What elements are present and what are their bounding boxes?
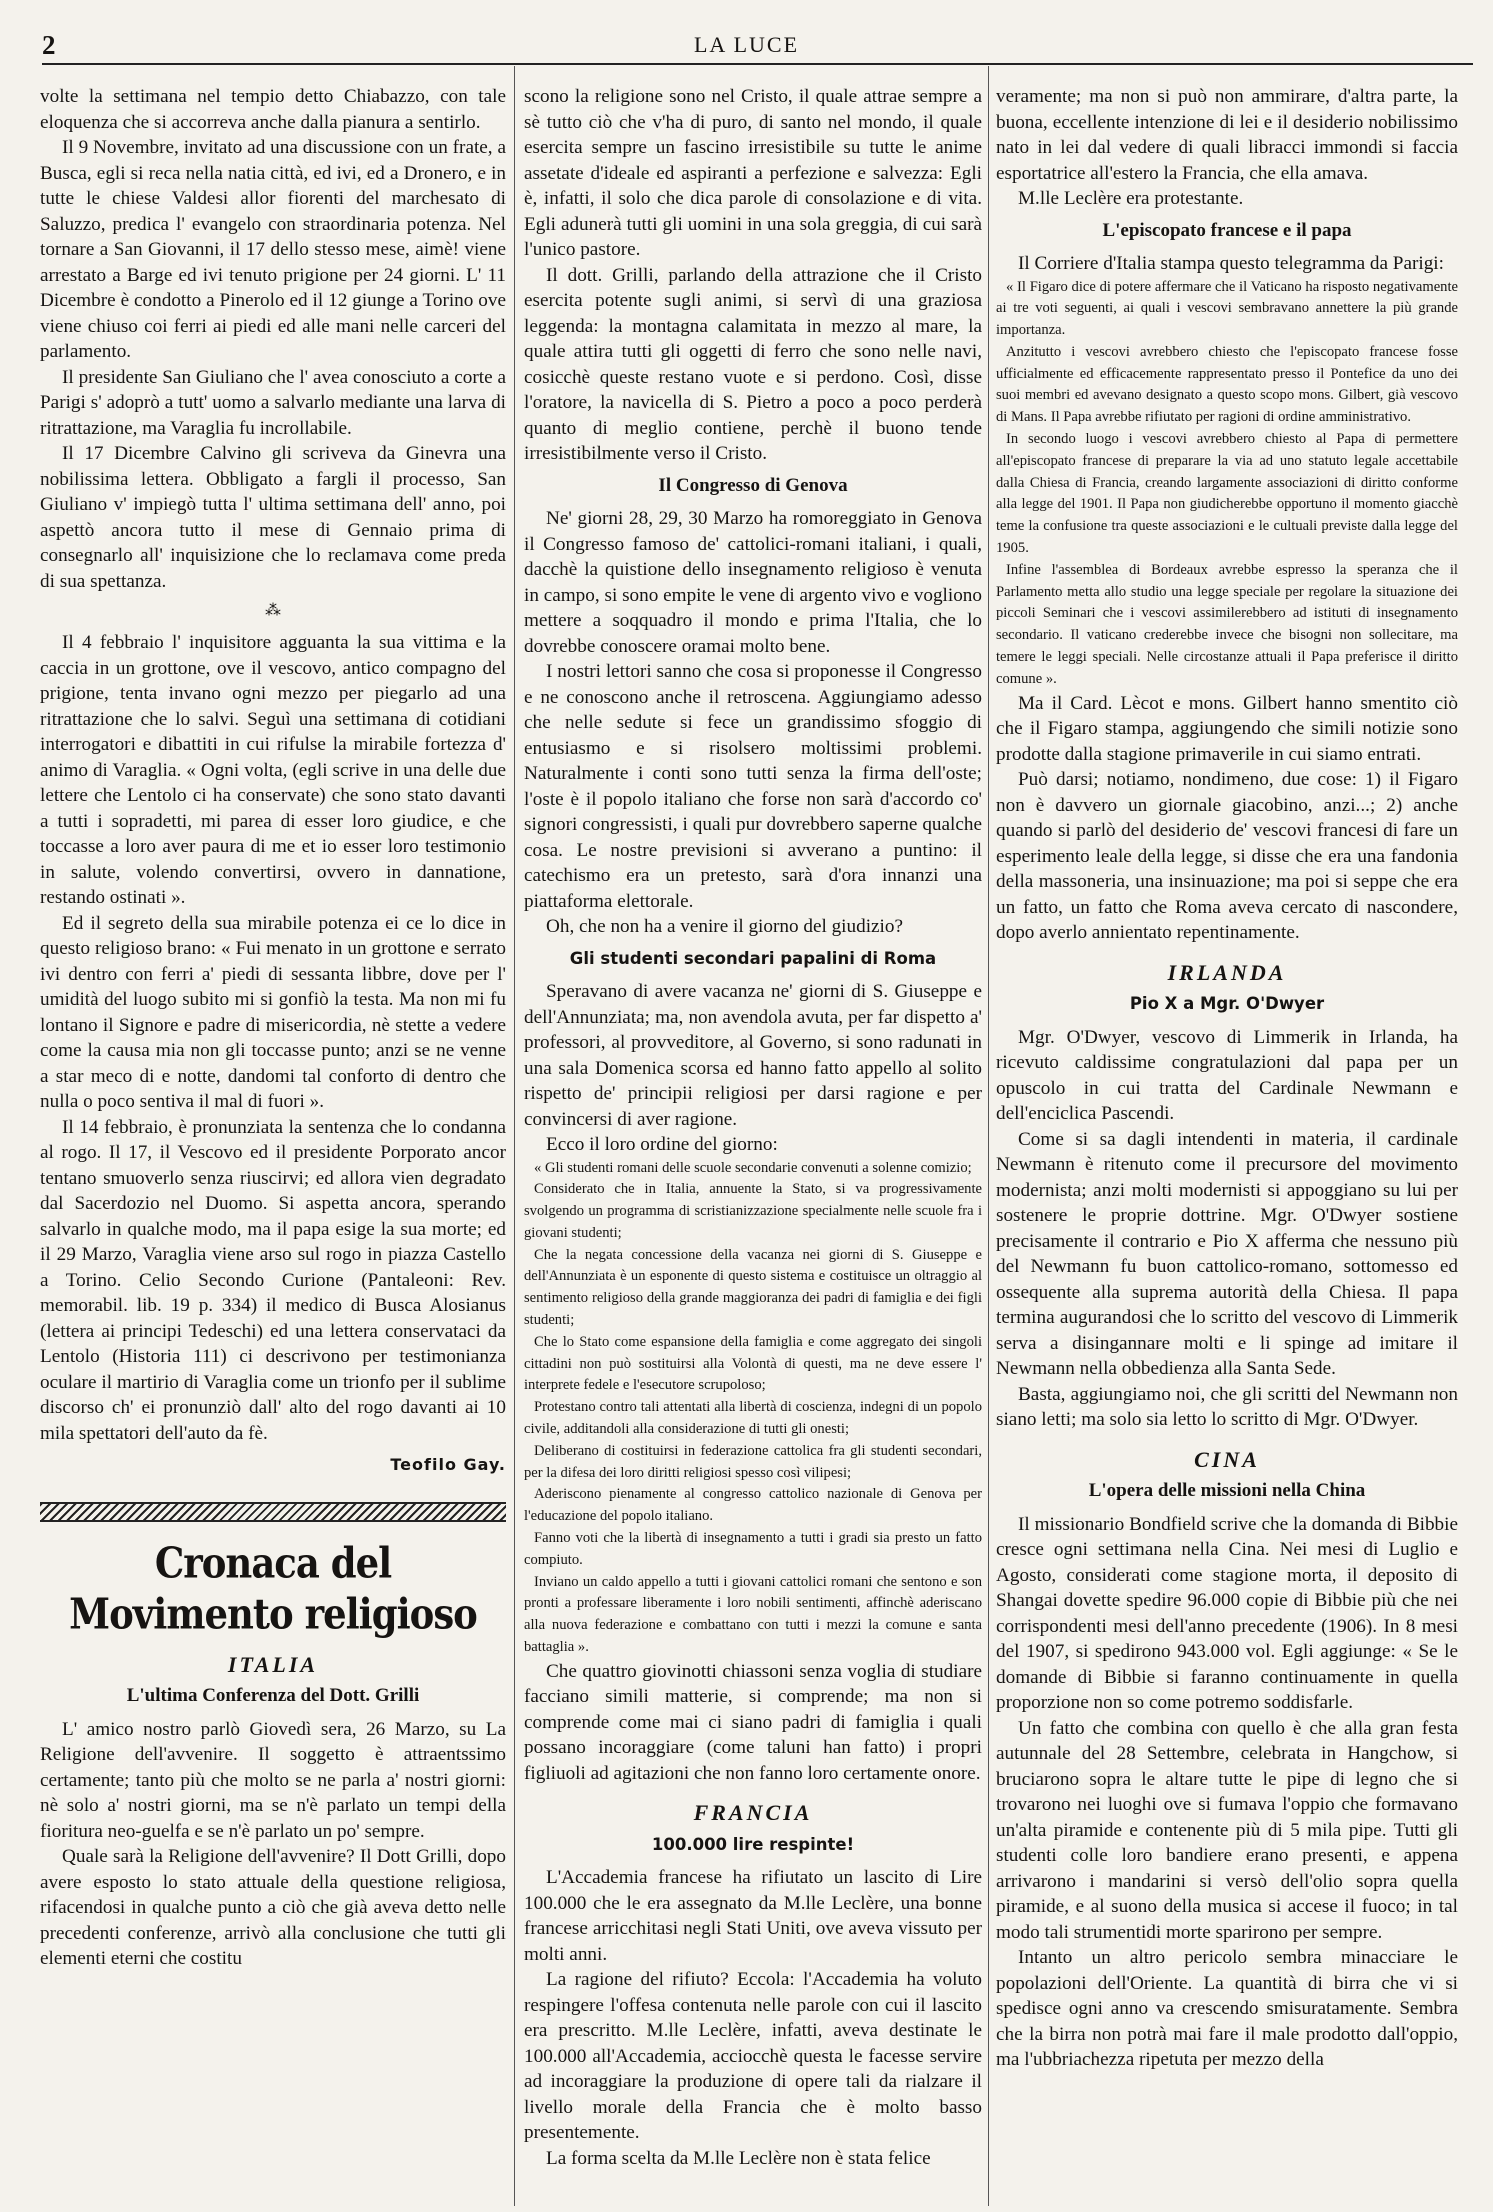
article-heading: 100.000 lire respinte! (651, 1834, 855, 1854)
article-heading: L'ultima Conferenza del Dott. Grilli (126, 1685, 420, 1706)
ornamental-divider (40, 1502, 506, 1522)
paragraph: Il missionario Bondfield scrive che la domanda di Bibbie cresce ogni settimana nella Cina. Nei mesi di Luglio e Agosto, considerati come stagione morta, il deposito di Shangai dovette spedire 96.000 copie di Bibbie più che nei corrispondenti mesi dell'anno precedente (1906). In 8 mesi del 1907, si spedirono 943.000 vol. Egli aggiunge: « Se le domande di Bibbie si faranno continuamente in quella proporzione non so come potremo soddisfarle. (996, 1513, 1458, 1714)
paragraph: Che quattro giovinotti chiassoni senza voglia di studiare facciano simili matterie, si comprende; ma non si comprende come mai ci siano padri di famiglia i quali possano incoraggiare (come taluni han fatto) i propri figliuoli ad agitazioni che non fanno loro certamente onore. (524, 1660, 982, 1784)
article-heading: L'opera delle missioni nella China (1088, 1480, 1366, 1502)
resolution-item: « Gli studenti romani delle scuole secondarie convenuti a solenne comizio; (534, 1159, 972, 1176)
paragraph: Quale sarà la Religione dell'avvenire? Il Dott Grilli, dopo avere esposto lo stato attuale della questione religiosa, rifacendosi in qualche punto a ciò che già aveva detto nelle precedenti conferenze, arrivò alla conclusione che tutti gli elementi eterni che costitu (40, 1846, 506, 1969)
signature: Teofilo Gay. (390, 1455, 506, 1474)
column-1 (40, 84, 506, 2204)
quoted-telegram (996, 277, 1458, 691)
paragraph: Oh, che non ha a venire il giorno del giudizio? (546, 916, 903, 937)
paragraph: L'Accademia francese ha rifiutato un lascito di Lire 100.000 che le era assegnato da M.lle Leclère, una bonne francese arricchitasi negli Stati Uniti, ove aveva vissuto per molti anni. (524, 1867, 982, 1965)
paragraph: Intanto un altro pericolo sembra minacciare le popolazioni dell'Oriente. La quantità di birra che vi si spedisce ogni anno va crescendo smisuratamente. Sembra che la birra non potrà mai fare il male prodotto dall'oppio, ma l'ubbriachezza ripetuta per mezzo della (996, 1947, 1458, 2071)
paragraph: veramente; ma non si può non ammirare, d'altra parte, la buona, eccellente intenzione di lei e il desiderio nobilissimo nato in lei dal vedere di quali libracci immondi si faccia esportatrice all'estero la Francia, che ella amava. (996, 86, 1458, 184)
resolution-item: Protestano contro tali attentati alla libertà di coscienza, indegni di un popolo civile, additandoli alla considerazione di tutti gli onesti; (524, 1399, 982, 1438)
column-3 (996, 84, 1458, 2204)
paragraph: Il 9 Novembre, invitato ad una discussione con un frate, a Busca, egli si reca nella natia città, ed ivi, ed a Dronero, e in tutte le chiese Valdesi allor fiorenti del marchesato di Saluzzo, predica l' evangelo con straordinaria potenza. Nel tornare a San Giovanni, il 17 dello stesso mese, aimè! viene arrestato a Barge ed ivi tenuto prigione per 24 giorni. L' 11 Dicembre è condotto a Pinerolo ed il 12 giunge a Torino ove viene chiuso coi ferri ai piedi ed alle mani nelle carceri del parlamento. (40, 137, 506, 362)
resolution-item: Deliberano di costituirsi in federazione cattolica fra gli studenti secondari, per la difesa dei loro diritti religiosi spesso così vilipesi; (524, 1442, 982, 1481)
column-divider (988, 66, 989, 2206)
paragraph: M.lle Leclère era protestante. (1018, 188, 1244, 209)
paragraph: Ma il Card. Lècot e mons. Gilbert hanno smentito ciò che il Figaro stampa, aggiungendo che simili notizie sono prodotte dalla stagione primaverile in cui siamo entrati. (996, 692, 1458, 765)
telegram-paragraph: Anzitutto i vescovi avrebbero chiesto che l'episcopato francese fosse ufficialmente ed efficacemente rappresentato presso il Pontefice da uno dei suoi membri ed avevano designato a questo scopo mons. Gilbert, già vescovo di Mans. Il Papa avrebbe rifiutato per ragioni di ordine amministrativo. (996, 343, 1458, 426)
telegram-paragraph: In secondo luogo i vescovi avrebbero chiesto al Papa di permettere all'episcopato francese di preparare la via ad uno statuto legale accettabile dalla Chiesa di Francia, creando largamente associazioni di diritto conforme alla legge del 1901. Il Papa non giudicherebbe opportuno il momento giacchè teme la confusione tra queste associazioni e le cultuali previste dalla legge del 1905. (996, 431, 1458, 557)
paragraph: Basta, aggiungiamo noi, che gli scritti del Newmann non siano letti; ma solo sia letto lo scritto di Mgr. O'Dwyer. (996, 1383, 1458, 1431)
country-heading: FRANCIA (693, 1800, 813, 1826)
paragraph: Mgr. O'Dwyer, vescovo di Limmerik in Irlanda, ha ricevuto caldissime congratulazioni dal papa per un opuscolo in cui tratta del Cardinale Newmann e dell'enciclica Pascendi. (996, 1026, 1458, 1125)
country-heading: CINA (1194, 1446, 1260, 1472)
column-divider (514, 66, 515, 2206)
paragraph: Ed il segreto della sua mirabile potenza ei ce lo dice in questo religioso brano: « Fui menato in un grottone e serrato ivi dentro con ferri a' piedi di sessanta libbre, dove per l' umidità del luogo subito mi si gonfiò la testa. Ma non mi fu lontano il Signore e padre di misericordia, nè stette a vedere come la causa mia non gli toccasse punto; anzi se ne venne a star meco di e notte, dandomi tal conforto di dentro che nulla o poco sentiva il mal di fuori ». (40, 912, 506, 1112)
masthead: LA LUCE (693, 32, 800, 57)
paragraph: Come si sa dagli intendenti in materia, il cardinale Newmann è ritenuto come il precursore del movimento modernista; anzi molti modernisti si appoggiano su lui per sostenere le proprie dottrine. Mgr. O'Dwyer sostiene precisamente il contrario e Pio X afferma che nessuno più del Newmann fu buon cattolico-romano, sottomesso ed ossequente alla suprema autorità della Chiesa. Il papa termina augurandosi che lo scritto del vescovo di Limmerik serva a disingannare molti e li spinge ad imitare il Newmann nella obbedienza alla Santa Sede. (996, 1128, 1458, 1380)
article-heading: Gli studenti secondari papalini di Roma (569, 948, 937, 968)
resolution-item: Aderiscono pienamente al congresso cattolico nazionale di Genova per l'educazione del popolo italiano. (524, 1486, 982, 1525)
header-rule (42, 63, 1473, 65)
telegram-paragraph: « Il Figaro dice di potere affermare che il Vaticano ha risposto negativamente ai tre voti seguenti, ai quali i vescovi sembravano annettere la più grande importanza. (996, 278, 1458, 339)
paragraph: La ragione del rifiuto? Eccola: l'Accademia ha voluto respingere l'offesa contenuta nelle parole con cui il lascito era prescritto. M.lle Leclère, infatti, aveva destinate le 100.000 all'Accademia, acciocchè questa le facesse servire ad incoraggiare la produzione di opere tali da rialzare il livello morale della Francia che è molto basso presentemente. (524, 1969, 982, 2144)
paragraph: La forma scelta da M.lle Leclère non è stata felice (546, 2147, 931, 2169)
resolution-item: Che la negata concessione della vacanza nei giorni di S. Giuseppe e dell'Annunziata è un esponente di questo sistema e costituisce un oltraggio al sentimento religioso della grande maggioranza dei padri di famiglia e dei figli studenti; (524, 1246, 982, 1329)
resolution-item: Considerato che in Italia, annuente la Stato, si va progressivamente svolgendo un programma di scristianizzazione specialmente nelle scuole fra i giovani studenti; (524, 1181, 982, 1241)
paragraph: scono la religione sono nel Cristo, il quale attrae sempre a sè tutto ciò che v'ha di puro, di santo nel mondo, il quale esercita sempre un fascino irresistibile su tutte le anime assetate d'ideale ed aspiranti a perfezione e salvezza: Egli è, infatti, il solo che dica parole di consolazione e di vita. Egli adunerà tutti gli uomini in una sola greggia, di cui sarà l'unico pastore. (524, 86, 982, 260)
section-break: ⁂ (265, 602, 281, 619)
paragraph: Un fatto che combina con quello è che alla gran festa autunnale del 28 Settembre, celebrata in Hangchow, si bruciarono sopra le altare tutte le pipe di legno che si trovarono nei luoghi ove si fumava l'oppio che formavano un'alta piramide e contenente più di 5 mila pipe. Tutti gli studenti colle loro bandiere erano presenti, e appena arrivarono i mandarini si versò dell'olio sopra quella piramide, e al suono della musica si accese il fuoco; in tal modo tali strumentidi morte sparirono per sempre. (996, 1717, 1458, 1943)
column-2 (524, 84, 982, 2204)
paragraph: Ecco il loro ordine del giorno: (546, 1134, 778, 1155)
paragraph: Ne' giorni 28, 29, 30 Marzo ha romoreggiato in Genova il Congresso famoso de' cattolici-romani italiani, i quali, dacchè la quistione dello insegnamento religioso è venuta in campo, si sono empite le vene di argento vivo e vogliono mettere a soqquadro il mondo e prima l'Italia, che lo dovrebbe conoscere oramai molto bene. (524, 508, 982, 657)
paragraph: L' amico nostro parlò Giovedì sera, 26 Marzo, su La Religione dell'avvenire. Il soggetto è attraentssimo certamente; tanto più che molto se ne parla a' nostri giorni: nè solo a' nostri giorni, ma se n'è parlato un tempi della fioritura neo-guelfa e se n'è parlato un po' sempre. (40, 1718, 506, 1842)
paragraph: Il 17 Dicembre Calvino gli scriveva da Ginevra una nobilissima lettera. Obbligato a fargli il processo, San Giuliano v' impiegò tutta l' ultima settimana dell' anno, poi aspettò ancora tutto il mese di Gennaio prima di consegnarlo all' inquisizione che lo reclamava come preda di sua spettanza. (40, 443, 506, 592)
paragraph: Il 14 febbraio, è pronunziata la sentenza che lo condanna al rogo. Il 17, il Vescovo ed il presidente Porporato ancor tentano smuoverlo senza riuscirvi; ed allora vien degradato dal Sacerdozio nel Duomo. Si aspetta ancora, sperando salvarlo in qualche modo, ma il papa esige la sua morte; ed il 29 Marzo, Varaglia viene arso sul rogo in piazza Castello a Torino. Celio Secondo Curione (Pantaleoni: Rev. memorabil. lib. 19 p. 334) il medico di Busca Alosianus (lettera ai principi Tedeschi) ed una lettera conservataci da Lentolo (Historia 111) ci descrivono per testimonianza oculare il martirio di Varaglia come un trionfo per il sublime discorso ch' ei pronunziò dall' alto del rogo davanti ai 10 mila spettatori dell'auto da fè. (40, 1116, 506, 1444)
country-heading: IRLANDA (1167, 959, 1287, 985)
telegram-paragraph: Infine l'assemblea di Bordeaux avrebbe espresso la speranza che il Parlamento metta allo studio una legge speciale per regolare la situazione dei piccoli Seminari che i vescovi assimilerebbero ad istituti di insegnamento secondario. Il vaticano crederebbe invece che bisogni non sollecitare, ma temere le leggi speciali. Nelle circostanze attuali il Papa preferisce il diritto comune ». (996, 561, 1458, 687)
article-heading: L'episcopato francese e il papa (1102, 219, 1352, 241)
paragraph: Il Corriere d'Italia stampa questo telegramma da Parigi: (1018, 253, 1444, 274)
page-header (0, 0, 1493, 70)
section-rubric: Cronaca del Movimento religioso (69, 1536, 477, 1639)
paragraph: Speravano di avere vacanza ne' giorni di S. Giuseppe e dell'Annunziata; ma, non avendola avuta, per far dispetto a' professori, al provveditore, al Governo, si sono radunati in una sala Domenica scorsa ed hanno fatto appello al solito rispetto de' principii religiosi per darsi ragione e per convincersi di aver ragione. (524, 981, 982, 1130)
resolution-item: Inviano un caldo appello a tutti i giovani cattolici romani che sentono e son pronti a professare liberamente i loro nobili sentimenti, affinchè aderiscano alla nuova federazione e combattano con tutti i mezzi la comune e santa battaglia ». (524, 1573, 982, 1656)
country-heading: ITALIA (227, 1651, 319, 1677)
resolution-item: Che lo Stato come espansione della famiglia e come aggregato dei singoli cittadini non può sostituirsi alla Volontà di questi, ma ne deve essere l' interprete fedele e l'esecutore scrupoloso; (524, 1333, 982, 1394)
paragraph: I nostri lettori sanno che cosa si proponesse il Congresso e ne conoscono anche il retroscena. Aggiungiamo adesso che nelle sedute si fece un grandissimo sfoggio di entusiasmo e si risolsero moltissimi problemi. Naturalmente i conti sono tutti senza la firma dell'oste; l'oste è il popolo italiano che forse non sarà d'accordo co' signori congressisti, i quali pur dovrebbero saperne qualche cosa. Le nostre previsioni si avverano a puntino: il catechismo era un pretesto, sarà d'ora innanzi una piattaforma elettorale. (524, 661, 982, 912)
paragraph: volte la settimana nel tempio detto Chiabazzo, con tale eloquenza che si accorreva anche dalla pianura a sentirlo. (40, 86, 506, 133)
paragraph: Può darsi; notiamo, nondimeno, due cose: 1) il Figaro non è davvero un giornale giacobino, anzi...; 2) anche quando si parlò del desiderio de' vescovi francesi di fare un esperimento leale della legge, si disse che era una fandonia della massoneria, una insinuazione; ma poi si seppe che era un fatto, un fatto che Roma aveva cercato di nascondere, dopo averlo annientato repentinamente. (996, 769, 1458, 944)
paragraph: Il 4 febbraio l' inquisitore agguanta la sua vittima e la caccia in un grottone, ove il vescovo, antico compagno del prigione, tenta invano ogni mezzo per piegarlo ad una ritrattazione che lo salvi. Seguì una settimana di cotidiani interrogatori e dibattiti in cui rifulse la mirabile fortezza d' animo di Varaglia. « Ogni volta, (egli scrive in una delle due lettere che Lentolo ci ha conservate) che sono stato davanti a tutti i sopradetti, mi parea di esser loro giudice, e che toccasse a loro aver paura di me et io esser loro testimonio in salute, volendo convertirsi, ovvero in dannatione, restando ostinati ». (40, 632, 506, 908)
article-heading: Il Congresso di Genova (658, 474, 848, 496)
resolution-item: Fanno voti che la libertà di insegnamento a tutti i gradi sia presto un fatto compiuto. (524, 1530, 982, 1568)
article-heading: Pio X a Mgr. O'Dwyer (1129, 994, 1325, 1014)
page-number: 2 (42, 30, 56, 60)
paragraph: Il presidente San Giuliano che l' avea conosciuto a corte a Parigi s' adoprò a tutt' uomo a salvarlo mediante una larva di ritrattazione, ma Varaglia fu incrollabile. (40, 366, 506, 439)
quoted-resolution (524, 1158, 982, 1659)
paragraph: Il dott. Grilli, parlando della attrazione che il Cristo esercita potente sugli animi, si servì di una graziosa leggenda: la montagna calamitata in mezzo al mare, la quale attira tutti gli oggetti di ferro che sono nelle navi, cosicchè queste restano vuote e si perdono. Così, disse l'oratore, la navicella di S. Pietro a poco a poco perderà quanto di meglio contiene, perchè il buono tende irresistibilmente verso il Cristo. (524, 264, 982, 464)
